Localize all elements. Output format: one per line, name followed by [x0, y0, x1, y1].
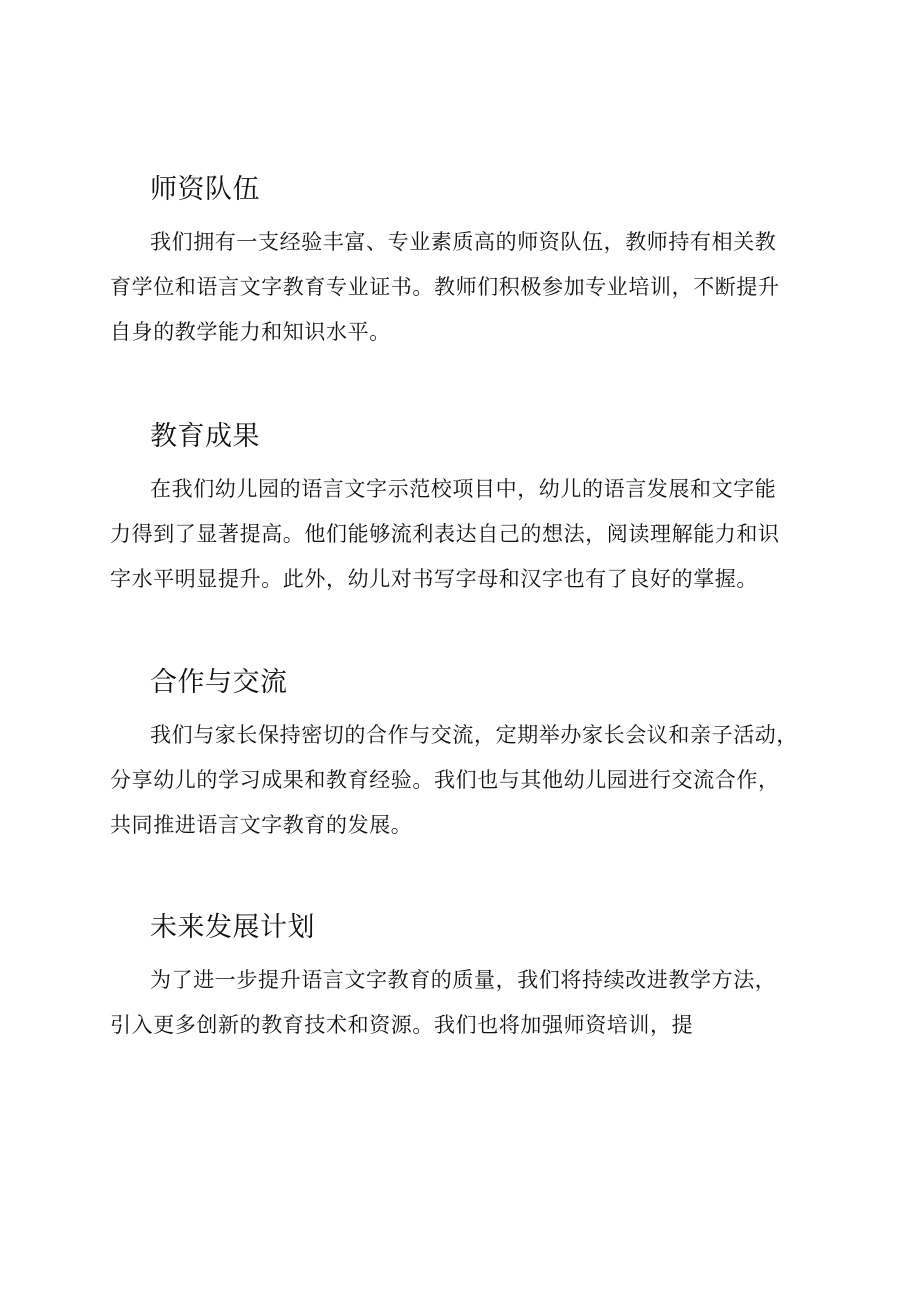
section-heading: 教育成果 — [150, 421, 260, 452]
paragraph-line: 在我们幼儿园的语言文字示范校项目中，幼儿的语言发展和文字能 — [150, 477, 777, 501]
paragraph-line: 字水平明显提升。此外，幼儿对书写字母和汉字也有了良好的掌握。 — [110, 567, 758, 591]
section-cooperation — [110, 665, 830, 848]
section-future-plan — [110, 910, 830, 1048]
paragraph-line: 我们与家长保持密切的合作与交流，定期举办家长会议和亲子活动， — [150, 723, 798, 747]
paragraph-line: 育学位和语言文字教育专业证书。教师们积极参加专业培训，不断提升 — [110, 275, 780, 299]
paragraph-line: 为了进一步提升语言文字教育的质量，我们将持续改进教学方法， — [150, 968, 777, 992]
section-outcomes — [110, 419, 830, 602]
section-paragraph — [110, 220, 830, 355]
paragraph-line: 自身的教学能力和知识水平。 — [110, 320, 391, 344]
section-faculty — [110, 172, 830, 355]
paragraph-line: 分享幼儿的学习成果和教育经验。我们也与其他幼儿园进行交流合作， — [110, 768, 780, 792]
section-heading: 师资队伍 — [150, 174, 260, 205]
section-heading: 合作与交流 — [150, 667, 288, 698]
paragraph-line: 我们拥有一支经验丰富、专业素质高的师资队伍，教师持有相关教 — [150, 230, 777, 254]
paragraph-line: 力得到了显著提高。他们能够流利表达自己的想法，阅读理解能力和识 — [110, 522, 780, 546]
section-paragraph — [110, 958, 830, 1048]
paragraph-line: 共同推进语言文字教育的发展。 — [110, 813, 413, 837]
paragraph-line: 引入更多创新的教育技术和资源。我们也将加强师资培训，提 — [110, 1013, 694, 1037]
section-heading: 未来发展计划 — [150, 912, 315, 943]
section-paragraph — [110, 467, 830, 602]
section-paragraph — [110, 713, 830, 848]
